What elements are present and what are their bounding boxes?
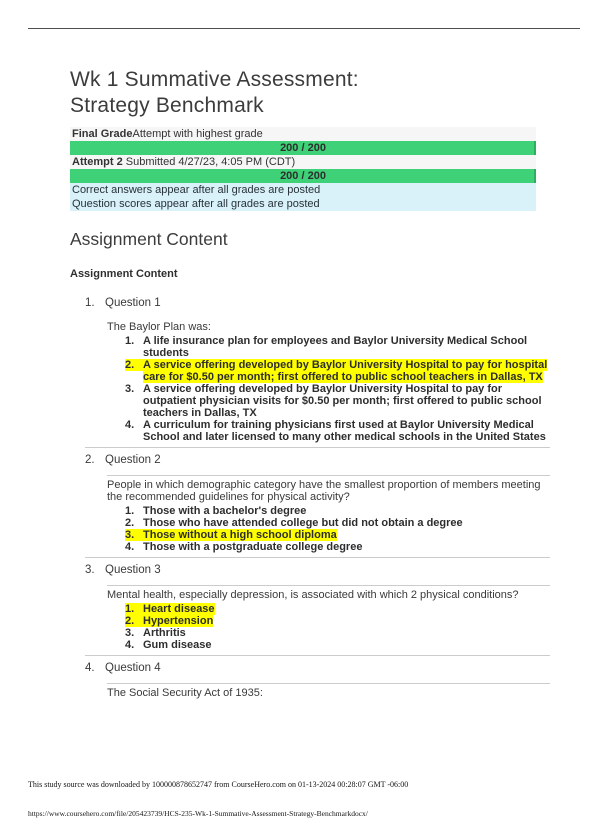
- answer-number: 1.: [125, 603, 135, 615]
- question-item-4: [85, 661, 550, 705]
- page-title-line1: Wk 1 Summative Assessment:: [70, 68, 359, 91]
- note-line: Correct answers appear after all grades are posted: [70, 183, 536, 197]
- final-grade-score-value: 200 / 200: [280, 142, 326, 154]
- answer-item: [107, 359, 550, 383]
- answer-number: 1.: [125, 505, 135, 517]
- answer-text: Those who have attended college but did not obtain a degree: [143, 517, 463, 529]
- question-item-2: [85, 453, 550, 558]
- note-line: Question scores appear after all grades are posted: [70, 197, 536, 211]
- final-grade-label: Final Grade: [72, 128, 133, 140]
- attempt-score-value: 200 / 200: [280, 170, 326, 182]
- content-subheading: Assignment Content: [70, 268, 178, 280]
- answer-number: 2.: [125, 517, 135, 529]
- answer-text: Those with a postgraduate college degree: [143, 541, 363, 553]
- document-body: [0, 67, 606, 705]
- answer-number: 2.: [125, 615, 135, 627]
- answer-text: Those with a bachelor's degree: [143, 505, 307, 517]
- question-number: 1.: [85, 297, 95, 309]
- question-prompt: People in which demographic category have the smallest proportion of members meeting the recommended guidelines for physical activity?: [107, 479, 541, 503]
- answer-text: Heart disease: [143, 603, 215, 615]
- question-content: [107, 585, 550, 651]
- answer-number: 2.: [125, 359, 135, 371]
- question-item-3: [85, 563, 550, 656]
- page-title: [70, 67, 550, 119]
- answer-item: [107, 517, 550, 529]
- answer-item: [107, 529, 550, 541]
- question-content: [107, 683, 550, 699]
- answer-text: Hypertension: [143, 615, 214, 627]
- question-header: [85, 296, 550, 310]
- question-header: [85, 453, 550, 467]
- answer-item: [107, 541, 550, 553]
- answer-number: 4.: [125, 541, 135, 553]
- answer-item: [107, 505, 550, 517]
- answer-item: [107, 627, 550, 639]
- answer-text: A service offering developed by Baylor University Hospital to pay for hospital care for $0.50 per month; first offered to public school teachers in Dallas, TX: [143, 359, 548, 383]
- answer-number: 1.: [125, 335, 135, 347]
- final-grade-row: [70, 127, 536, 141]
- question-number: 4.: [85, 662, 95, 674]
- attempt-row: [70, 155, 536, 169]
- answer-item: [107, 335, 550, 359]
- answer-number: 3.: [125, 529, 135, 541]
- final-grade-score-bar: [70, 141, 536, 155]
- answer-text: Those without a high school diploma: [143, 529, 337, 541]
- section-heading: Assignment Content: [70, 229, 228, 249]
- question-header: [85, 661, 550, 675]
- attempt-note: Submitted 4/27/23, 4:05 PM (CDT): [125, 156, 296, 168]
- question-number: 2.: [85, 454, 95, 466]
- question-prompt: The Social Security Act of 1935:: [107, 687, 263, 699]
- answer-item: [107, 419, 550, 443]
- answer-item: [107, 639, 550, 651]
- question-content: [107, 475, 550, 553]
- answer-number: 3.: [125, 627, 135, 639]
- answer-text: Gum disease: [143, 639, 212, 651]
- grade-summary: [70, 127, 536, 211]
- question-header: [85, 563, 550, 577]
- answer-list: [107, 603, 550, 651]
- question-item-1: [85, 296, 550, 448]
- question-label: Question 1: [105, 297, 161, 309]
- answer-list: [107, 335, 550, 443]
- answer-item: [107, 603, 550, 615]
- answer-item: [107, 383, 550, 419]
- footer-url[interactable]: https://www.coursehero.com/file/205423739/HCS-235-Wk-1-Summative-Assessment-Strategy-Benchmarkdocx/: [28, 809, 368, 818]
- attempt-score-bar: [70, 169, 536, 183]
- grade-notes-block: [70, 183, 536, 211]
- question-label: Question 2: [105, 454, 161, 466]
- answer-number: 4.: [125, 419, 135, 431]
- answer-number: 4.: [125, 639, 135, 651]
- question-list: [85, 296, 550, 705]
- answer-item: [107, 615, 550, 627]
- answer-text: A service offering developed by Baylor University Hospital to pay for outpatient physician visits for $0.50 per month; first offered to public school teachers in Dallas, TX: [143, 383, 542, 419]
- answer-number: 3.: [125, 383, 135, 395]
- question-label: Question 4: [105, 662, 161, 674]
- question-label: Question 3: [105, 564, 161, 576]
- question-content: [107, 318, 550, 443]
- question-prompt: Mental health, especially depression, is associated with which 2 physical conditions?: [107, 589, 519, 601]
- final-grade-note: Attempt with highest grade: [132, 128, 263, 140]
- attempt-label: Attempt 2: [72, 156, 123, 168]
- answer-text: A life insurance plan for employees and Baylor University Medical School students: [143, 335, 528, 359]
- footer-download-note: This study source was downloaded by 100000878652747 from CourseHero.com on 01-13-2024 00:28:07 GMT -06:00: [28, 780, 409, 789]
- question-number: 3.: [85, 564, 95, 576]
- top-divider: [28, 28, 580, 29]
- answer-text: Arthritis: [143, 627, 186, 639]
- page-title-line2: Strategy Benchmark: [70, 94, 264, 117]
- question-prompt: The Baylor Plan was:: [107, 321, 211, 333]
- answer-text: A curriculum for training physicians first used at Baylor University Medical School and later licensed to many other medical schools in the United States: [143, 419, 546, 443]
- answer-list: [107, 505, 550, 553]
